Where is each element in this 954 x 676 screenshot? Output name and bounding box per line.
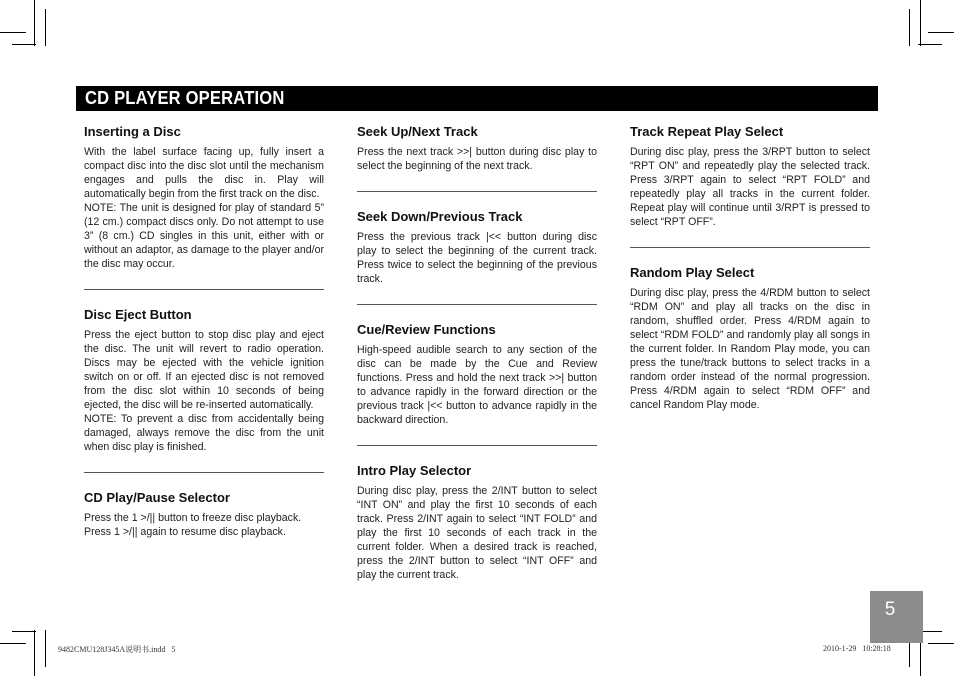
section-divider [630, 247, 870, 248]
section-divider [357, 445, 597, 446]
page-number-box [870, 591, 923, 643]
section-divider [357, 304, 597, 305]
section-heading: Intro Play Selector [357, 463, 472, 478]
crop-mark [920, 0, 921, 46]
section-seek-down-previous-track [357, 209, 597, 286]
section-note: NOTE: To prevent a disc from accidentally being damaged, always remove the disc from the unit when disc play is finished. [84, 413, 324, 453]
section-track-repeat-play-select [630, 124, 870, 229]
title-banner [76, 86, 878, 111]
section-text: Press the 1 >/|| button to freeze disc playback. Press 1 >/|| again to resume disc playback. [84, 512, 302, 538]
crop-mark [928, 643, 954, 644]
section-divider [84, 472, 324, 473]
crop-mark [0, 32, 26, 33]
section-divider [357, 191, 597, 192]
crop-mark [12, 631, 36, 632]
section-heading: CD Play/Pause Selector [84, 490, 230, 505]
page-number: 5 [884, 599, 896, 620]
section-heading: Track Repeat Play Select [630, 124, 784, 139]
crop-mark [45, 630, 46, 667]
crop-mark [34, 0, 35, 46]
section-text: During disc play, press the 2/INT button to select “INT ON” and play the first 10 seconds of each track. Press 2/INT again to select “INT FOLD” and play the first 10 seconds of each track in the current folder. When a desired track is reached, press the 2/INT button to select “INT OFF” and play the current track. [357, 485, 597, 581]
section-heading: Seek Up/Next Track [357, 124, 478, 139]
section-divider [84, 289, 324, 290]
column-1 [84, 124, 324, 539]
page-title: CD PLAYER OPERATION [85, 88, 285, 108]
section-text: Press the previous track |<< button during disc play to select the beginning of the current track. Press twice to select the beginning of the previous track. [357, 231, 597, 285]
section-intro-play-selector [357, 463, 597, 582]
crop-mark [45, 9, 46, 46]
column-3 [630, 124, 870, 412]
crop-mark [34, 630, 35, 676]
section-heading: Inserting a Disc [84, 124, 181, 139]
section-text: With the label surface facing up, fully insert a compact disc into the disc slot until the mechanism engages and pulls the disc in. Play will automatically begin from the first track on the disc. [84, 146, 324, 200]
crop-mark [909, 9, 910, 46]
slug-filename: 9482CMU128J345A说明书.indd 5 [58, 645, 176, 654]
crop-mark [918, 44, 942, 45]
crop-mark [928, 32, 954, 33]
section-text: During disc play, press the 3/RPT button to select “RPT ON” and repeatedly play the selected track. Press 3/RPT again to select “RPT FOLD” and repeatedly play all tracks in the current folder. Repeat play will continue until 3/RPT is pressed to select “RPT OFF”. [630, 146, 870, 228]
section-cue-review-functions [357, 322, 597, 427]
section-inserting-a-disc [84, 124, 324, 271]
section-disc-eject-button [84, 307, 324, 454]
section-text: High-speed audible search to any section of the disc can be made by the Cue and Review functions. Press and hold the next track >>| button to advance rapidly in the forward direction or the previous track |<< button to advance rapidly in the backward direction. [357, 344, 597, 426]
crop-mark [12, 44, 36, 45]
section-heading: Random Play Select [630, 265, 755, 280]
section-heading: Seek Down/Previous Track [357, 209, 523, 224]
section-text: Press the next track >>| button during disc play to select the beginning of the next track. [357, 146, 597, 172]
column-2 [357, 124, 597, 582]
section-text: During disc play, press the 4/RDM button to select “RDM ON” and play all tracks on the disc in random, shuffled order. Press 4/RDM again to select “RDM FOLD” and randomly play all songs in the current folder. In Random Play mode, you can press the tune/track buttons to select tracks in a random order instead of the normal progression. Press 4/RDM again to select “RDM OFF” and cancel Random Play mode. [630, 287, 870, 411]
section-cd-play-pause-selector [84, 490, 324, 539]
section-text: Press the eject button to stop disc play and eject the disc. The unit will revert to radio operation. Discs may be ejected with the vehicle ignition switch on or off. If an ejected disc is not removed from the disc slot within 10 seconds of being ejected, the disc will be re-inserted automatically. [84, 329, 324, 411]
section-note: NOTE: The unit is designed for play of standard 5” (12 cm.) compact discs only. Do not attempt to use 3” (8 cm.) CD singles in this unit, either with or without an adaptor, as damage to the player and/or the disc may occur. [84, 202, 324, 270]
slug-timestamp: 2010-1-29 10:28:18 [823, 644, 891, 653]
section-seek-up-next-track [357, 124, 597, 173]
section-heading: Cue/Review Functions [357, 322, 496, 337]
section-random-play-select [630, 265, 870, 412]
crop-mark [0, 643, 26, 644]
section-heading: Disc Eject Button [84, 307, 192, 322]
